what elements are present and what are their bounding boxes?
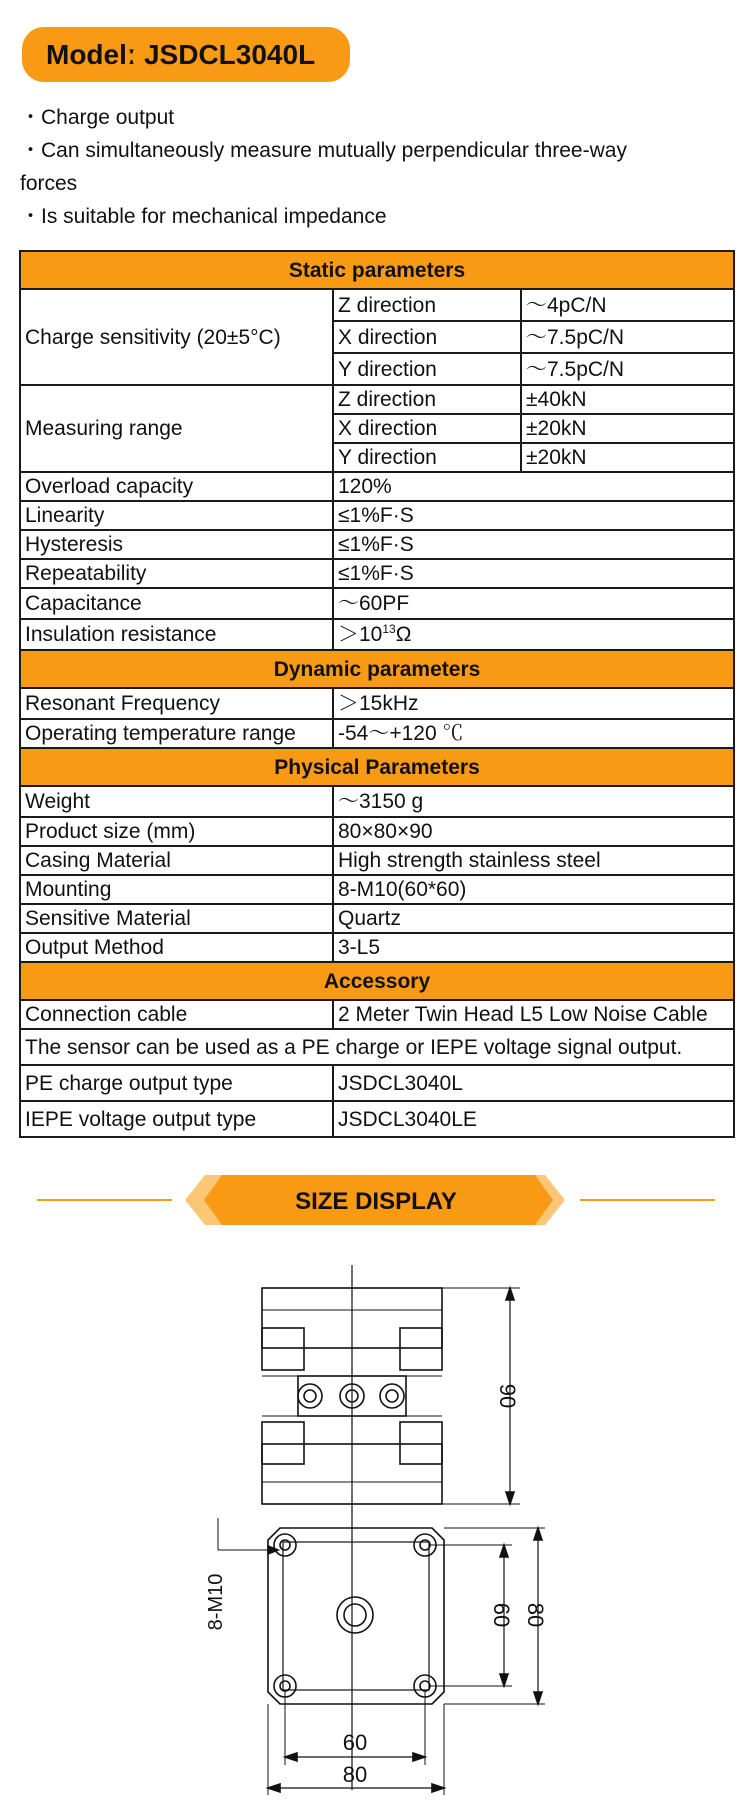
- arrow-head: [500, 1545, 508, 1557]
- sensitivity-value: ～7.5pC/N: [521, 353, 734, 385]
- hole-spacing-vertical-label: 60: [489, 1602, 514, 1628]
- range-value: ±20kN: [521, 443, 734, 472]
- connector-inner: [304, 1390, 316, 1402]
- model-label: Modelː JSDCL3040L: [46, 38, 316, 70]
- size-display-title: SIZE DISPLAY: [295, 1188, 457, 1215]
- feature-item: ・Can simultaneously measure mutually perpendicular three-way: [20, 139, 627, 162]
- casing-label: Casing Material: [20, 846, 333, 875]
- arrow-head: [506, 1492, 514, 1504]
- top-view: [205, 1518, 548, 1795]
- measuring-range-label: Measuring range: [20, 385, 333, 472]
- pe-type-label: PE charge output type: [20, 1065, 333, 1101]
- resonant-label: Resonant Frequency: [20, 688, 333, 719]
- output-method-value: 3-L5: [333, 933, 734, 962]
- width-vertical-label: 80: [523, 1602, 548, 1628]
- static-parameters-header: Static parameters: [20, 251, 734, 289]
- hole-spacing-horizontal-label: 60: [342, 1730, 368, 1755]
- insulation-value-exponent: 13: [382, 622, 396, 636]
- side-view: [262, 1288, 520, 1504]
- repeatability-label: Repeatability: [20, 559, 333, 588]
- side-top-right-foot: [400, 1328, 442, 1370]
- output-method-label: Output Method: [20, 933, 333, 962]
- connector-outer: [298, 1384, 322, 1408]
- temperature-label: Operating temperature range: [20, 719, 333, 748]
- mounting-label: Mounting: [20, 875, 333, 904]
- capacitance-label: Capacitance: [20, 588, 333, 619]
- insulation-value-unit: Ω: [395, 623, 412, 646]
- linearity-value: ≤1%F·S: [333, 501, 734, 530]
- feature-item: forces: [20, 172, 78, 195]
- pe-type-value: JSDCL3040L: [333, 1065, 734, 1101]
- dynamic-parameters-header: Dynamic parameters: [20, 650, 734, 688]
- sensitivity-value: ～4pC/N: [521, 289, 734, 321]
- linearity-label: Linearity: [20, 501, 333, 530]
- hysteresis-label: Hysteresis: [20, 530, 333, 559]
- arrow-head: [500, 1674, 508, 1686]
- spec-table: [19, 250, 735, 1138]
- weight-value: ～3150 g: [333, 786, 734, 817]
- physical-parameters-header: Physical Parameters: [20, 748, 734, 786]
- mounting-value: 8-M10(60*60): [333, 875, 734, 904]
- cable-value: 2 Meter Twin Head L5 Low Noise Cable: [333, 1000, 734, 1029]
- connector-outer: [380, 1384, 404, 1408]
- resonant-value: ＞15kHz: [333, 688, 734, 719]
- arrow-head: [285, 1753, 297, 1761]
- accessory-header: Accessory: [20, 962, 734, 1000]
- side-bottom-right-foot: [400, 1422, 442, 1464]
- repeatability-value: ≤1%F·S: [333, 559, 734, 588]
- side-bottom-left-foot: [262, 1422, 304, 1464]
- direction-label: X direction: [333, 414, 521, 443]
- hysteresis-value: ≤1%F·S: [333, 530, 734, 559]
- height-dimension-label: 90: [495, 1383, 520, 1409]
- direction-label: Y direction: [333, 353, 521, 385]
- arrow-head: [268, 1784, 280, 1792]
- product-size-value: 80×80×90: [333, 817, 734, 846]
- feature-item: ・Charge output: [20, 106, 175, 129]
- insulation-value: [333, 619, 734, 650]
- direction-label: X direction: [333, 321, 521, 353]
- sensitivity-value: ～7.5pC/N: [521, 321, 734, 353]
- thread-label: 8-M10: [205, 1573, 227, 1631]
- charge-sensitivity-label: Charge sensitivity (20±5°C): [20, 289, 333, 385]
- arrow-head: [534, 1528, 542, 1540]
- center-bore-outer: [337, 1597, 373, 1633]
- side-top-left-foot: [262, 1328, 304, 1370]
- cable-label: Connection cable: [20, 1000, 333, 1029]
- capacitance-value: ～60PF: [333, 588, 734, 619]
- direction-label: Y direction: [333, 443, 521, 472]
- iepe-type-value: JSDCL3040LE: [333, 1101, 734, 1137]
- overload-value: 120%: [333, 472, 734, 501]
- temperature-value: -54～+120 ℃: [333, 719, 734, 748]
- output-note: The sensor can be used as a PE charge or IEPE voltage signal output.: [20, 1029, 734, 1065]
- arrow-head: [534, 1692, 542, 1704]
- model-title: [22, 27, 350, 82]
- top-plate-inner: [283, 1542, 429, 1690]
- feature-item: ・Is suitable for mechanical impedance: [20, 205, 387, 228]
- arrow-head: [413, 1753, 425, 1761]
- insulation-label: Insulation resistance: [20, 619, 333, 650]
- feature-list: [20, 101, 720, 233]
- range-value: ±20kN: [521, 414, 734, 443]
- arrow-head: [432, 1784, 444, 1792]
- insulation-value-prefix: ＞10: [338, 623, 383, 646]
- sensitive-material-value: Quartz: [333, 904, 734, 933]
- connector-inner: [386, 1390, 398, 1402]
- casing-value: High strength stainless steel: [333, 846, 734, 875]
- dimension-drawing: [0, 1250, 750, 1802]
- size-display-banner: [0, 1170, 750, 1230]
- width-horizontal-label: 80: [342, 1762, 368, 1787]
- iepe-type-label: IEPE voltage output type: [20, 1101, 333, 1137]
- direction-label: Z direction: [333, 289, 521, 321]
- center-bore-inner: [344, 1604, 366, 1626]
- direction-label: Z direction: [333, 385, 521, 414]
- range-value: ±40kN: [521, 385, 734, 414]
- product-size-label: Product size (mm): [20, 817, 333, 846]
- weight-label: Weight: [20, 786, 333, 817]
- mount-hole-outer: [274, 1534, 296, 1556]
- overload-label: Overload capacity: [20, 472, 333, 501]
- sensitive-material-label: Sensitive Material: [20, 904, 333, 933]
- arrow-head: [506, 1288, 514, 1300]
